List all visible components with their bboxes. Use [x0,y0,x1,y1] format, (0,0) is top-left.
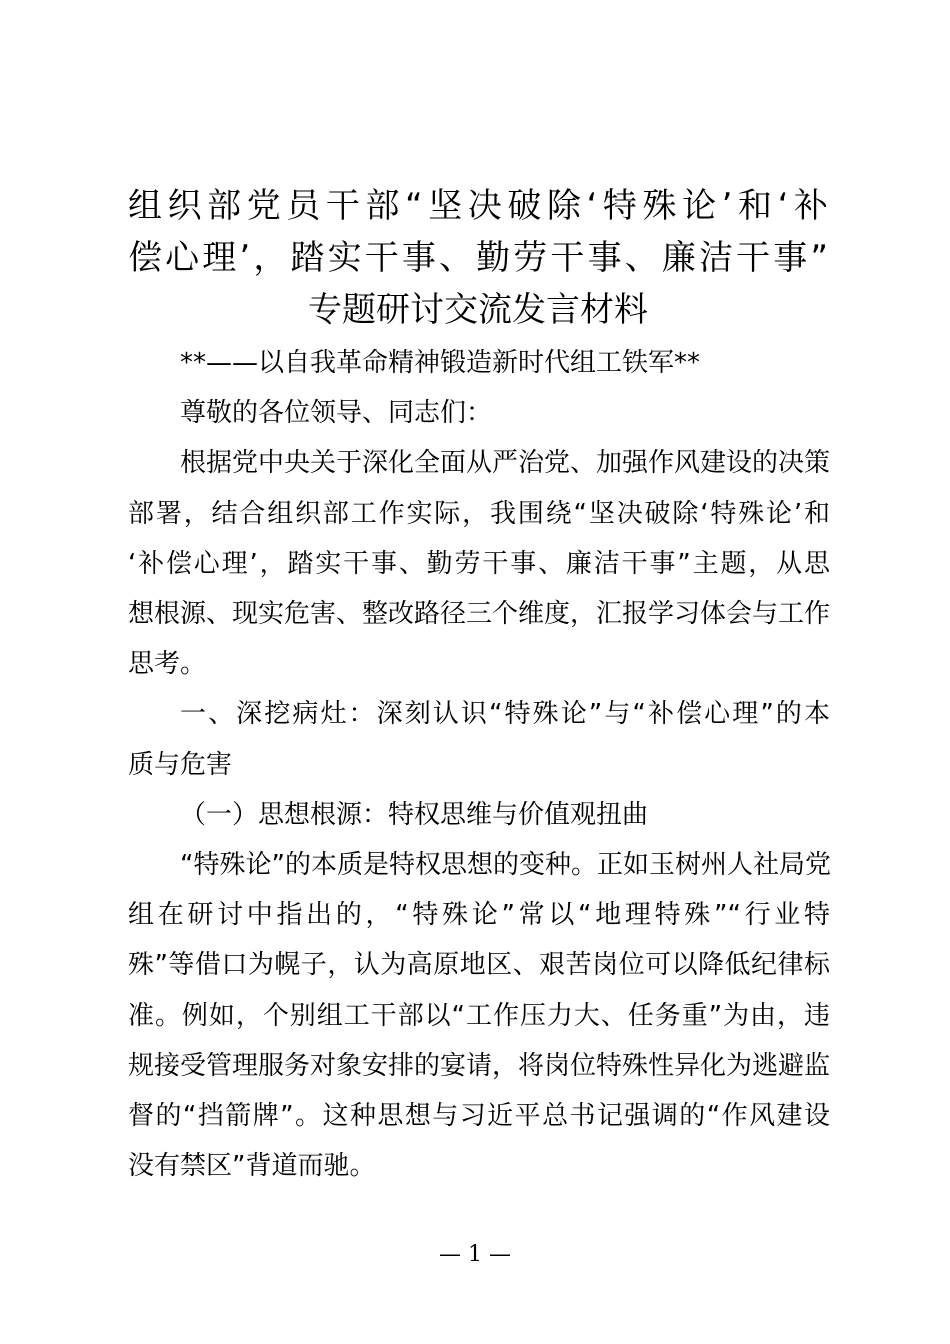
page-number: — 1 — [439,1242,511,1267]
paragraph-line: 准。例如，个别组工干部以“工作压力大、任务重”为由，违 [128,1000,830,1031]
intro-line: 思考。 [128,649,207,680]
intro-paragraph [128,438,830,689]
subsection-heading-1: （一）思想根源：特权思维与价值观扭曲 [180,799,649,830]
title-line-3: 专题研讨交流发言材料 [308,290,648,330]
body-paragraph-1 [128,840,830,1191]
document-title [128,180,828,336]
paragraph-line: “特殊论”的本质是特权思想的变种。正如玉树州人社局党 [180,850,831,881]
paragraph-line: 没有禁区”背道而驰。 [128,1151,376,1182]
salutation: 尊敬的各位领导、同志们： [180,398,493,429]
intro-line: ‘补偿心理’，踏实干事、勤劳干事、廉洁干事”主题，从思 [128,548,830,579]
section-heading-line: 质与危害 [128,749,233,780]
subtitle: **——以自我革命精神锻造新时代组工铁军** [180,348,701,378]
paragraph-line: 督的“挡箭牌”。这种思想与习近平总书记强调的“作风建设 [128,1101,830,1132]
title-line-2: 偿心理’，踏实干事、勤劳干事、廉洁干事” [128,238,828,278]
intro-line: 部署，结合组织部工作实际，我围绕“坚决破除‘特殊论’和 [128,498,830,529]
section-heading-1 [128,689,830,789]
paragraph-line: 组在研讨中指出的，“特殊论”常以“地理特殊”“行业特 [128,900,830,931]
paragraph-line: 规接受管理服务对象安排的宴请，将岗位特殊性异化为逃避监 [128,1050,831,1081]
intro-line: 想根源、现实危害、整改路径三个维度，汇报学习体会与工作 [128,599,831,630]
title-line-1: 组织部党员干部“坚决破除‘特殊论’和‘补 [128,186,828,226]
intro-line: 根据党中央关于深化全面从严治党、加强作风建设的决策 [180,448,831,479]
document-body [128,338,830,1191]
paragraph-line: 殊”等借口为幌子，认为高原地区、艰苦岗位可以降低纪律标 [128,950,830,981]
section-heading-line: 一、深挖病灶：深刻认识“特殊论”与“补偿心理”的本 [180,699,830,730]
